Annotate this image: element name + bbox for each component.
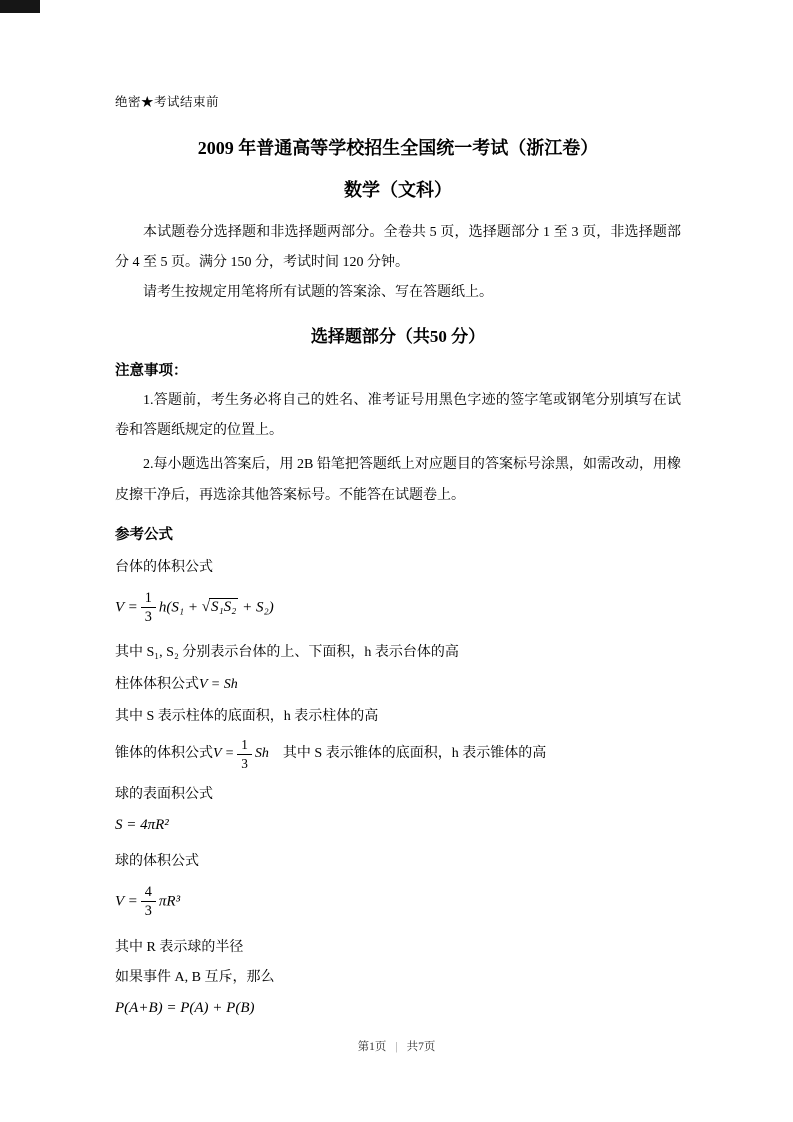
sphere-volume-label: 球的体积公式 (115, 853, 199, 869)
formula-tail: + S₂) (242, 598, 274, 615)
sphere-volume-formula (115, 884, 681, 920)
fraction (237, 737, 252, 771)
page-footer (0, 1038, 793, 1054)
fraction (141, 884, 156, 920)
intro-paragraph-1: 本试题卷分选择题和非选择题两部分。全卷共 5 页，选择题部分 1 至 3 页，非选择题部分 4 至 5 页。满分 150 分，考试时间 120 分钟。 (115, 225, 681, 271)
cylinder-volume-label: 柱体体积公式 (115, 677, 199, 693)
exam-title: 2009 年普通高等学校招生全国统一考试（浙江卷） (197, 138, 599, 158)
frustum-volume-formula (115, 590, 681, 626)
note-item-2: 2.每小题选出答案后，用 2B 铅笔把答题纸上对应题目的答案标号涂黑，如需改动，用橡皮擦干净后，再选涂其他答案标号。不能答在试题卷上。 (115, 457, 681, 503)
fraction-numerator: 1 (237, 737, 252, 754)
formulas-heading: 参考公式 (115, 526, 173, 543)
sphere-surface-label: 球的表面积公式 (115, 786, 213, 802)
radical-expression (202, 599, 239, 615)
section-heading: 选择题部分（共50 分） (310, 327, 486, 347)
intro-paragraph-2: 请考生按规定用笔将所有试题的答案涂、写在答题纸上。 (143, 285, 493, 301)
cylinder-volume-formula: V = Sh (199, 677, 238, 693)
scan-artifact (0, 0, 40, 13)
cone-volume-note: 其中 S 表示锥体的底面积，h 表示锥体的高 (282, 746, 547, 762)
cylinder-volume-line (115, 673, 681, 693)
probability-formula: P(A+B) = P(A) + P(B) (115, 999, 255, 1016)
fraction-denominator: 3 (241, 755, 248, 771)
cone-volume-line (115, 737, 681, 771)
fraction (141, 590, 156, 626)
formula-mid: h(S₁ + (158, 598, 198, 615)
formula-lhs: V = (115, 598, 138, 615)
radical-sign: √ (201, 598, 210, 615)
cone-formula-tail: Sh (254, 746, 269, 762)
probability-intro: 如果事件 A, B 互斥，那么 (115, 969, 275, 985)
cone-volume-label: 锥体的体积公式 (115, 746, 213, 762)
cone-formula-lhs: V = (213, 746, 235, 762)
note-item-1: 1.答题前，考生务必将自己的姓名、准考证号用黑色字迹的签字笔或钢笔分别填写在试卷和答题纸规定的位置上。 (115, 393, 681, 439)
exam-subject: 数学（文科） (344, 180, 452, 200)
page-number: 第1页 (357, 1041, 387, 1053)
radicand: S₁S₂ (210, 598, 237, 615)
formula-lhs: V = (115, 893, 138, 910)
fraction-denominator: 3 (144, 903, 152, 920)
frustum-volume-note: 其中 S₁, S₂ 分别表示台体的上、下面积，h 表示台体的高 (115, 645, 459, 661)
sphere-surface-formula: S = 4πR² (115, 816, 169, 833)
footer-separator: | (395, 1041, 398, 1053)
cylinder-volume-note: 其中 S 表示柱体的底面积，h 表示柱体的高 (115, 709, 379, 725)
fraction-numerator: 4 (141, 884, 156, 902)
fraction-numerator: 1 (141, 590, 156, 608)
sphere-radius-note: 其中 R 表示球的半径 (115, 939, 244, 955)
frustum-volume-label: 台体的体积公式 (115, 559, 213, 575)
page-total: 共7页 (406, 1041, 436, 1053)
notes-heading: 注意事项： (115, 363, 188, 380)
formula-tail: πR³ (158, 893, 181, 910)
classification-label: 绝密★考试结束前 (115, 95, 220, 109)
fraction-denominator: 3 (144, 609, 152, 626)
